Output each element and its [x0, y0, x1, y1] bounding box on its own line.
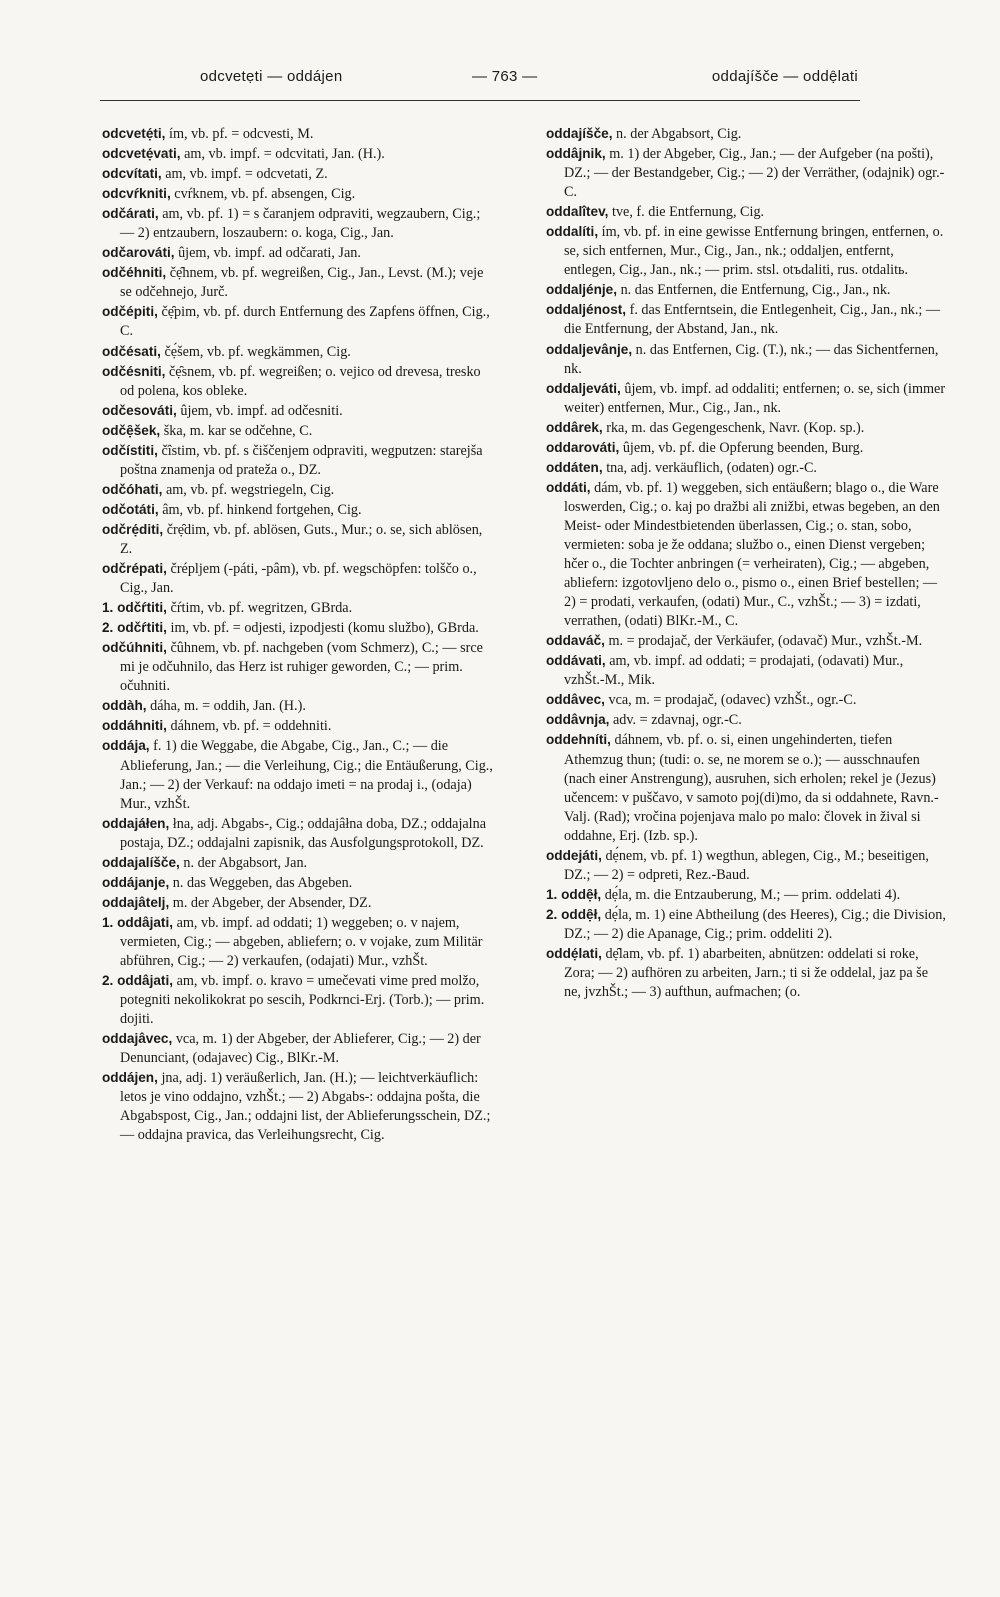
entry-headword: odčéhniti,	[102, 265, 167, 281]
entry-definition: jna, adj. 1) veräußerlich, Jan. (H.); — leichtverkäuflich: letos je vino oddajno, vzhŠt.; — 2) Abgabs-: oddajna pošta, die Abgabspost, Cig., Jan.; oddajni list, der Ablieferungsschein, DZ.; — oddajna pravica, das Verleihungsrecht, Cig.	[120, 1070, 491, 1144]
entry-definition: ûjem, vb. impf. ad oddaliti; entfernen; o. se, sich (immer weiter) entfernen, Mur., Cig., Jan., nk.	[564, 380, 946, 416]
entry-definition: čẹ̑hnem, vb. pf. wegreißen, Cig., Jan., Levst. (M.); veje se odčehnejo, Jurč.	[120, 265, 484, 301]
right-column	[546, 124, 946, 1002]
entry-definition: n. der Abgabsort, Jan.	[179, 854, 308, 871]
dictionary-entry	[102, 598, 494, 618]
entry-headword: odcvetẹ́ti,	[102, 126, 166, 141]
dictionary-entry	[546, 690, 946, 710]
dictionary-entry	[102, 716, 494, 736]
dictionary-entry	[102, 362, 494, 401]
entry-definition: dáhnem, vb. pf. = oddehniti.	[166, 718, 332, 735]
entry-headword: oddaljénost,	[546, 302, 627, 318]
entry-headword: oddâvec,	[546, 692, 605, 708]
entry-definition: m. = prodajač, der Verkäufer, (odavač) Mur., vzhŠt.-M.	[604, 633, 923, 650]
dictionary-entry	[102, 144, 494, 164]
entry-headword: oddaljénje,	[546, 282, 618, 298]
entry-definition: łna, adj. Abgabs-, Cig.; oddajâłna doba, DZ.; oddajalna postaja, DZ.; oddajalni zapisnik, das Ausfolgungsprotokoll, DZ.	[120, 815, 487, 851]
dictionary-entry	[102, 893, 494, 913]
dictionary-entry	[102, 520, 494, 559]
dictionary-entry	[102, 204, 494, 243]
entry-definition: čẹ̑pim, vb. pf. durch Entfernung des Zapfens öffnen, Cig., C.	[120, 304, 490, 340]
entry-headword: oddája,	[102, 738, 150, 754]
entry-definition: f. das Entferntsein, die Entlegenheit, Cig., Jan., nk.; — die Entfernung, der Abstand, Jan., nk.	[564, 302, 941, 338]
entry-headword: 2. odčŕtiti,	[102, 620, 167, 636]
entry-headword: odčépiti,	[102, 304, 158, 320]
entry-definition: črẹ̑dim, vb. pf. ablösen, Guts., Mur.; o. se, sich ablösen, Z.	[120, 521, 483, 557]
entry-headword: odcvetẹ́vati,	[102, 146, 181, 162]
entry-definition: tna, adj. verkäuflich, (odaten) ogr.-C.	[602, 459, 817, 476]
entry-definition: cvŕknem, vb. pf. absengen, Cig.	[170, 186, 356, 203]
entry-headword: oddajíšče,	[546, 126, 613, 141]
dictionary-entry	[102, 164, 494, 184]
entry-definition: am, vb. impf. = odcvetati, Z.	[161, 166, 328, 183]
entry-headword: odčésniti,	[102, 363, 166, 379]
header-rule	[100, 100, 860, 101]
entry-headword: oddajáłen,	[102, 815, 170, 831]
entry-definition: adv. = zdavnaj, ogr.-C.	[609, 712, 742, 729]
entry-headword: oddarováti,	[546, 439, 620, 455]
entry-definition: dẹ́la, m. die Entzauberung, M.; — prim. oddelati 4).	[601, 886, 901, 903]
entry-headword: oddalíti,	[546, 224, 599, 240]
entry-definition: am, vb. pf. wegstriegeln, Cig.	[162, 481, 335, 498]
dictionary-entry	[102, 441, 494, 480]
entry-headword: oddáten,	[546, 459, 603, 475]
entry-definition: am, vb. impf. ad oddati; = prodajati, (odavati) Mur., vzhŠt.-M., Mik.	[564, 653, 904, 689]
entry-headword: odčotáti,	[102, 501, 159, 517]
entry-headword: oddájen,	[102, 1070, 158, 1086]
entry-headword: oddajalíšče,	[102, 854, 180, 870]
entry-definition: dáhnem, vb. pf. o. si, einen ungehinderten, tiefen Athemzug thun; (tudi: o. se, ne morem se o.); — ausschnaufen (nach einer Anstrengung), ausruhen, sich erholen; rekel je (Jezus) učencem: v puščavo, v samoto poj(di)mo, da si oddahnete, Ravn.-Valj. (Rad); vročina pojenjava malo po malo: človek in žival si oddahne, Erj. (Izb. sp.).	[564, 732, 939, 844]
dictionary-entry	[102, 263, 494, 302]
dictionary-entry	[102, 853, 494, 873]
entry-headword: oddàh,	[102, 698, 147, 714]
entry-headword: odčrépati,	[102, 561, 167, 577]
entry-definition: am, vb. impf. = odcvitati, Jan. (H.).	[180, 146, 385, 163]
dictionary-entry	[102, 913, 494, 971]
entry-headword: 1. odčŕtiti,	[102, 600, 167, 616]
entry-headword: odčóhati,	[102, 481, 163, 497]
dictionary-entry	[546, 222, 946, 280]
entry-definition: dám, vb. pf. 1) weggeben, sich entäußern; blago o., die Ware loswerden, Cig.; o. kaj po dražbi ali znižbi, etwas begeben, an den Meist- oder Mindestbietenden überlassen, Cig.; o. stan, sobo, vermieten: soba je že oddana; službo o., einen Dienst vergeben; hčer o., die Tochter anbringen (= verheiraten), Cig.; — abgeben, abliefern: izgotovljeno delo o., pismo o., einen Brief bestellen; — 2) = prodati, verkaufen, (odati) Mur., C., vzhŠt.; — 3) = izdati, verrathen, (odati) BlKr.-M., C.	[564, 479, 940, 630]
entry-headword: odčésati,	[102, 343, 161, 359]
entry-definition: ûjem, vb. impf. ad odčarati, Jan.	[174, 245, 361, 262]
entry-definition: ím, vb. pf. = odcvesti, M.	[165, 126, 314, 142]
entry-headword: oddajâvec,	[102, 1031, 173, 1047]
dictionary-entry	[102, 342, 494, 362]
dictionary-entry	[546, 202, 946, 222]
dictionary-entry	[102, 500, 494, 520]
entry-headword: odčarováti,	[102, 245, 175, 261]
header-left-guideword: odcvetẹti — oddájen	[200, 68, 343, 85]
dictionary-entry	[102, 480, 494, 500]
entry-definition: vca, m. 1) der Abgeber, der Ablieferer, Cig.; — 2) der Denunciant, (odajavec) Cig., BlKr.-M.	[120, 1031, 481, 1067]
entry-definition: im, vb. pf. = odjesti, izpodjesti (komu službo), GBrda.	[166, 620, 479, 637]
entry-definition: dáha, m. = oddih, Jan. (H.).	[146, 698, 306, 715]
entry-headword: oddávati,	[546, 653, 606, 669]
entry-definition: n. der Abgabsort, Cig.	[612, 126, 742, 142]
dictionary-entry	[546, 458, 946, 478]
dictionary-entry	[102, 1029, 494, 1068]
entry-headword: oddaljevânje,	[546, 341, 633, 357]
entry-definition: vca, m. = prodajač, (odavec) vzhŠt., ogr.-C.	[604, 692, 857, 709]
entry-headword: oddârek,	[546, 419, 603, 435]
entry-definition: ška, m. kar se odčehne, C.	[160, 422, 313, 439]
dictionary-entry	[546, 379, 946, 418]
entry-headword: oddaljeváti,	[546, 380, 621, 396]
entry-headword: 2. oddẹ̑ł,	[546, 906, 602, 922]
entry-headword: odčístiti,	[102, 442, 158, 458]
entry-definition: ím, vb. pf. in eine gewisse Entfernung bringen, entfernen, o. se, sich entfernen, Mur., Cig., Jan., nk.; oddaljen, entfernt, entlegen, Cig., Jan., nk.; — prim. stsl. otъdaliti, rus. otdalitь.	[564, 224, 944, 279]
dictionary-entry	[102, 243, 494, 263]
entry-definition: n. das Entfernen, die Entfernung, Cig., Jan., nk.	[617, 282, 891, 299]
entry-headword: oddájanje,	[102, 874, 170, 890]
entry-headword: oddâvnja,	[546, 712, 610, 728]
page-number: — 763 —	[472, 68, 538, 85]
dictionary-entry	[546, 144, 946, 202]
dictionary-entry	[102, 814, 494, 853]
entry-headword: oddajâtelj,	[102, 894, 170, 910]
entry-definition: rka, m. das Gegengeschenk, Navr. (Kop. sp.).	[602, 419, 865, 436]
entry-definition: čŕtim, vb. pf. wegritzen, GBrda.	[166, 600, 353, 617]
entry-definition: ûjem, vb. pf. die Opferung beenden, Burg.	[619, 439, 864, 456]
dictionary-entry	[546, 280, 946, 300]
dictionary-entry	[546, 730, 946, 845]
entry-definition: čîstim, vb. pf. s čiščenjem odpraviti, wegputzen: starejša poštna znamenja od prateža o., DZ.	[120, 442, 483, 478]
entry-definition: n. das Weggeben, das Abgeben.	[169, 874, 353, 891]
dictionary-entry	[546, 478, 946, 631]
entry-headword: oddẹ́lati,	[546, 945, 602, 961]
dictionary-entry	[546, 651, 946, 690]
dictionary-entry	[546, 905, 946, 944]
entry-headword: odčrẹ́diti,	[102, 521, 164, 537]
entry-headword: oddáhniti,	[102, 718, 167, 734]
entry-definition: m. der Abgeber, der Absender, DZ.	[169, 894, 372, 911]
entry-definition: f. 1) die Weggabe, die Abgabe, Cig., Jan., C.; — die Ablieferung, Jan.; — die Verleihung, Cig.; die Entäußerung, Cig., Jan.; — 2) der Verkauf: na oddajo imeti = na prodaj i., (odaja) Mur., vzhŠt.	[120, 738, 493, 812]
entry-headword: odčẹ̑šek,	[102, 422, 161, 438]
dictionary-entry	[546, 418, 946, 438]
dictionary-entry	[546, 846, 946, 885]
header-right-guideword: oddajíšče — oddẹ̑lati	[711, 68, 858, 85]
entry-definition: dẹ́nem, vb. pf. 1) wegthun, ablegen, Cig., M.; beseitigen, DZ.; — 2) = odpreti, Rez.-Baud.	[564, 847, 929, 883]
dictionary-entry	[102, 421, 494, 441]
entry-definition: n. das Entfernen, Cig. (T.), nk.; — das Sichentfernen, nk.	[564, 341, 939, 377]
entry-definition: âm, vb. pf. hinkend fortgehen, Cig.	[158, 501, 362, 518]
dictionary-entry	[546, 631, 946, 651]
entry-definition: črépljem (-páti, -pâm), vb. pf. wegschöpfen: tolščo o., Cig., Jan.	[120, 561, 477, 597]
dictionary-entry	[102, 302, 494, 341]
dictionary-entry	[546, 710, 946, 730]
dictionary-entry	[102, 559, 494, 598]
dictionary-entry	[102, 184, 494, 204]
entry-headword: oddalîtev,	[546, 204, 609, 220]
dictionary-entry	[546, 124, 946, 144]
dictionary-entry	[102, 696, 494, 716]
entry-headword: odcvŕkniti,	[102, 186, 171, 202]
dictionary-entry	[546, 944, 946, 1002]
entry-headword: oddaváč,	[546, 633, 605, 649]
entry-headword: 1. oddẹ̑ł,	[546, 886, 602, 902]
dictionary-entry	[102, 401, 494, 421]
entry-headword: oddejáti,	[546, 847, 602, 863]
entry-definition: dẹ́la, m. 1) eine Abtheilung (des Heeres), Cig.; die Division, DZ.; — 2) die Apanage, Cig.; prim. oddeliti 2).	[564, 906, 946, 942]
entry-definition: čẹ̑snem, vb. pf. wegreißen; o. vejico od drevesa, tresko od polena, kos obleke.	[120, 363, 481, 399]
entry-headword: odčúhniti,	[102, 640, 167, 656]
entry-definition: am, vb. pf. 1) = s čaranjem odpraviti, wegzaubern, Cig.; — 2) entzaubern, loszaubern: o. koga, Cig., Jan.	[120, 206, 481, 242]
dictionary-entry	[102, 638, 494, 696]
dictionary-entry	[546, 300, 946, 339]
entry-headword: oddáti,	[546, 479, 591, 495]
entry-headword: 1. oddâjati,	[102, 914, 174, 930]
dictionary-entry	[102, 873, 494, 893]
entry-definition: tve, f. die Entfernung, Cig.	[608, 204, 765, 221]
entry-definition: ûjem, vb. impf. ad odčesniti.	[176, 402, 343, 419]
dictionary-entry	[102, 736, 494, 813]
dictionary-entry	[546, 885, 946, 905]
entry-headword: odcvítati,	[102, 166, 162, 182]
page-header	[100, 62, 858, 92]
entry-definition: čẹ́šem, vb. pf. wegkämmen, Cig.	[160, 343, 351, 360]
entry-headword: oddâjnik,	[546, 146, 606, 162]
dictionary-entry	[102, 971, 494, 1029]
left-column	[102, 124, 494, 1145]
entry-headword: odčárati,	[102, 206, 159, 222]
dictionary-entry	[102, 618, 494, 638]
entry-definition: am, vb. impf. o. kravo = umečevati vime pred molžo, potegniti nekolikokrat po sescih, Podkrnci-Erj. (Torb.); — prim. dojiti.	[120, 973, 485, 1028]
dictionary-entry	[546, 438, 946, 458]
entry-headword: odčesováti,	[102, 402, 177, 418]
entry-definition: am, vb. impf. ad oddati; 1) weggeben; o. v najem, vermieten, Cig.; — abgeben, abliefern; o. v vojake, zum Militär abführen, Cig.; — 2) verkaufen, (odajati) Mur., vzhŠt.	[120, 914, 483, 969]
entry-headword: oddehníti,	[546, 732, 611, 748]
dictionary-entry	[102, 124, 494, 144]
dictionary-entry	[102, 1068, 494, 1145]
entry-definition: m. 1) der Abgeber, Cig., Jan.; — der Aufgeber (na pošti), DZ.; — der Bestandgeber, Cig.; — 2) der Verräther, (odajnik) ogr.-C.	[564, 146, 945, 201]
entry-headword: 2. oddâjati,	[102, 973, 174, 989]
entry-definition: čûhnem, vb. pf. nachgeben (vom Schmerz), C.; — srce mi je odčuhnilo, das Herz ist ruhiger geworden, C.; — prim. očuhniti.	[120, 640, 483, 695]
dictionary-entry	[546, 340, 946, 379]
entry-definition: dẹ̑lam, vb. pf. 1) abarbeiten, abnützen: oddelati si roke, Zora; — 2) aufhören zu arbeiten, Jarn.; ti si že oddelal, jaz pa še ne, jvzhŠt.; — 3) aufthun, aufmachen; (o.	[564, 945, 928, 1001]
